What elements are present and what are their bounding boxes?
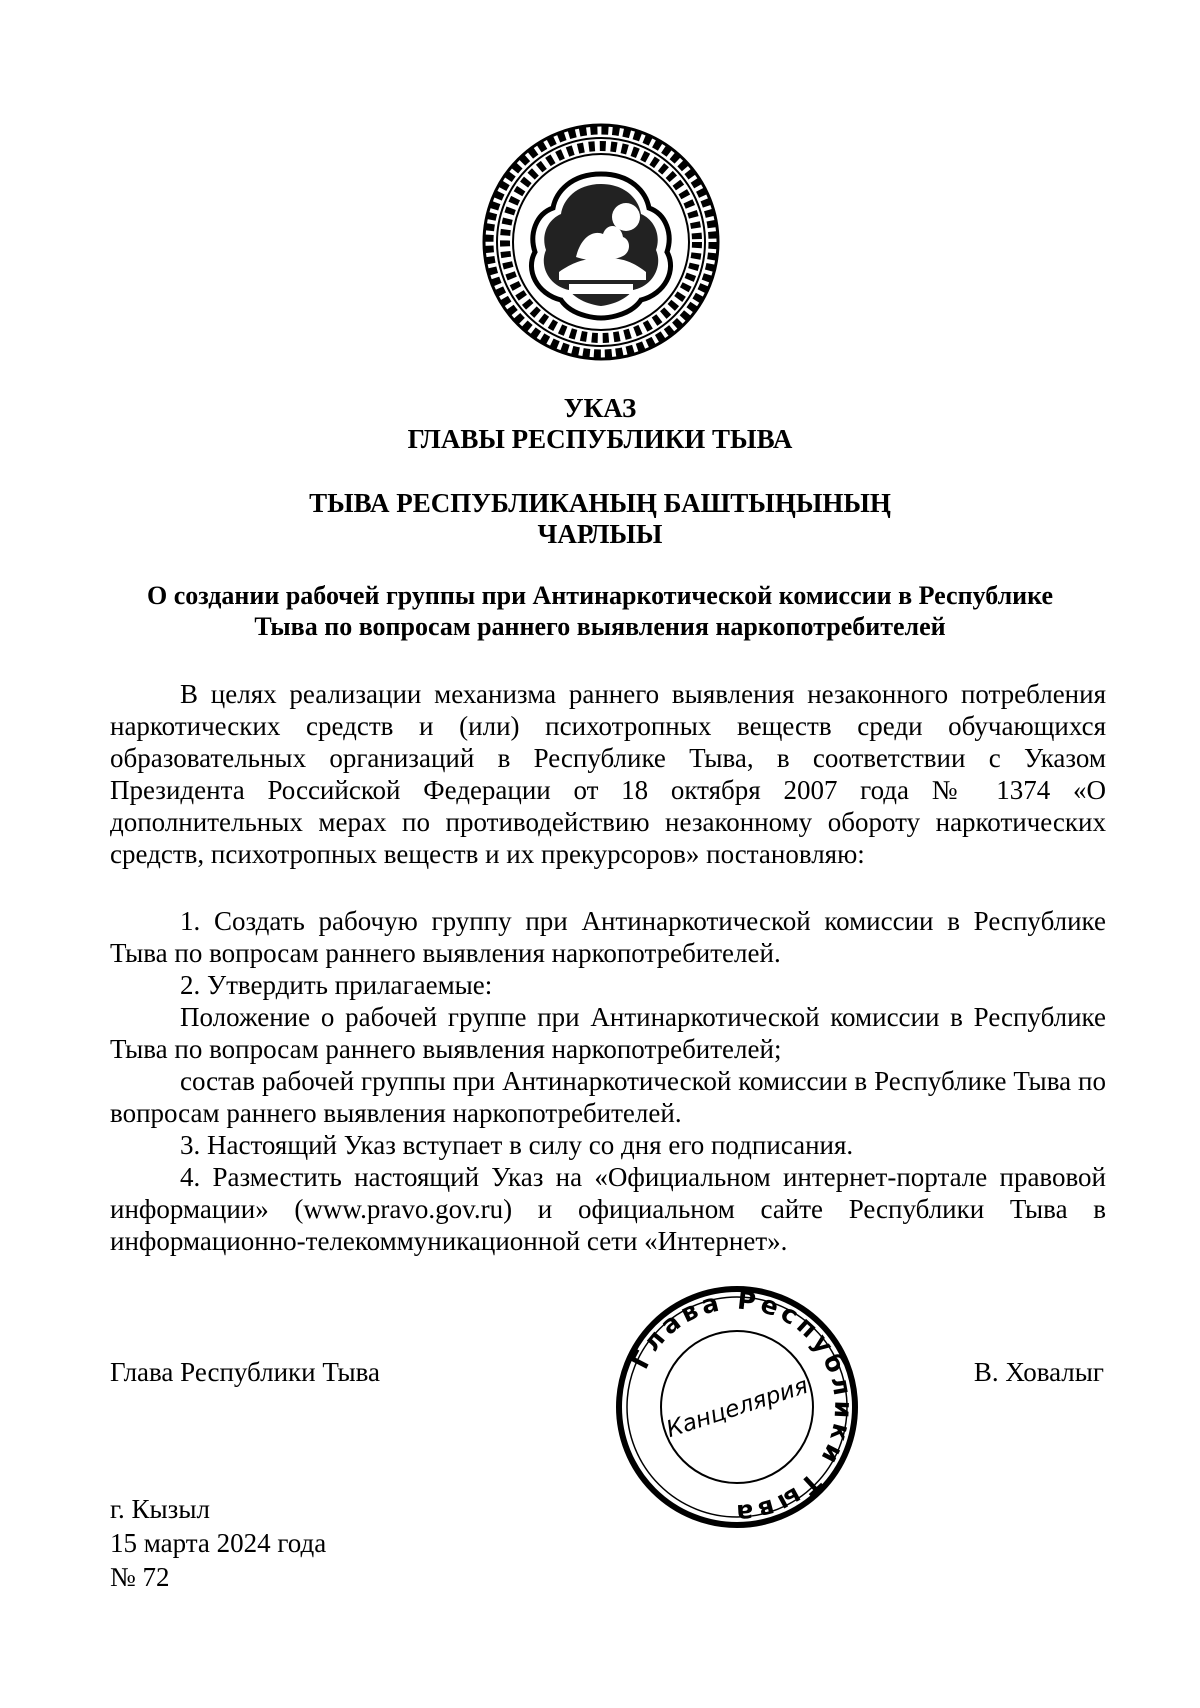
preamble-text: В целях реализации механизма раннего выявления незаконного потребления наркотических средств и (или) психотропных веществ среди обучающихся образовательных организаций в Республике Тыва, в соответствии с Указом Президента Российской Федерации от 18 октября 2007 года № 1374 «О дополнительных мерах по противодействию незаконному обороту наркотических средств, психотропных веществ и их прекурсоров» постановляю: bbox=[110, 679, 1106, 869]
preamble bbox=[110, 678, 1106, 870]
tuvan-heading bbox=[0, 488, 1200, 550]
item-2b: состав рабочей группы при Антинаркотической комиссии в Республике Тыва по вопросам раннего выявления наркопотребителей. bbox=[110, 1066, 1106, 1128]
item-4: 4. Разместить настоящий Указ на «Официальном интернет-портале правовой информации» (www.pravo.gov.ru) и официальном сайте Республики Тыва в информационно-телекоммуникационной сети «Интернет». bbox=[110, 1162, 1106, 1256]
signatory-name: В. Ховалыг bbox=[973, 1357, 1104, 1387]
official-stamp bbox=[612, 1282, 862, 1532]
stamp-inner-text: Канцелярия bbox=[663, 1372, 812, 1444]
stamp-outer-text: Глава Республики Тыва bbox=[624, 1285, 859, 1529]
decree-title-line2: Тыва по вопросам раннего выявления наркопотребителей bbox=[254, 612, 946, 641]
tuvan-heading-line1: ТЫВА РЕСПУБЛИКАНЫҢ БАШТЫҢЫНЫҢ bbox=[309, 488, 891, 518]
decree-city: г. Кызыл bbox=[110, 1494, 210, 1524]
decree-number: № 72 bbox=[110, 1562, 170, 1592]
decree-issuer: ГЛАВЫ РЕСПУБЛИКИ ТЫВА bbox=[407, 424, 793, 454]
decree-place-date bbox=[110, 1492, 326, 1594]
decree-title bbox=[0, 580, 1200, 642]
decree-word: УКАЗ bbox=[563, 393, 637, 423]
decree-items bbox=[110, 905, 1106, 1257]
decree-date: 15 марта 2024 года bbox=[110, 1528, 327, 1558]
decree-title-line1: О создании рабочей группы при Антинаркотической комиссии в Республике bbox=[146, 581, 1054, 610]
item-3: 3. Настоящий Указ вступает в силу со дня его подписания. bbox=[180, 1130, 854, 1160]
coat-of-arms-emblem bbox=[481, 122, 721, 362]
item-2: 2. Утвердить прилагаемые: bbox=[180, 970, 493, 1000]
tuvan-heading-line2: ЧАРЛЫЫ bbox=[537, 519, 663, 549]
decree-heading bbox=[0, 393, 1200, 455]
item-1: 1. Создать рабочую группу при Антинаркотической комиссии в Республике Тыва по вопросам раннего выявления наркопотребителей. bbox=[110, 906, 1106, 968]
item-2a: Положение о рабочей группе при Антинаркотической комиссии в Республике Тыва по вопросам раннего выявления наркопотребителей; bbox=[110, 1002, 1106, 1064]
signatory-position: Глава Республики Тыва bbox=[110, 1357, 381, 1387]
